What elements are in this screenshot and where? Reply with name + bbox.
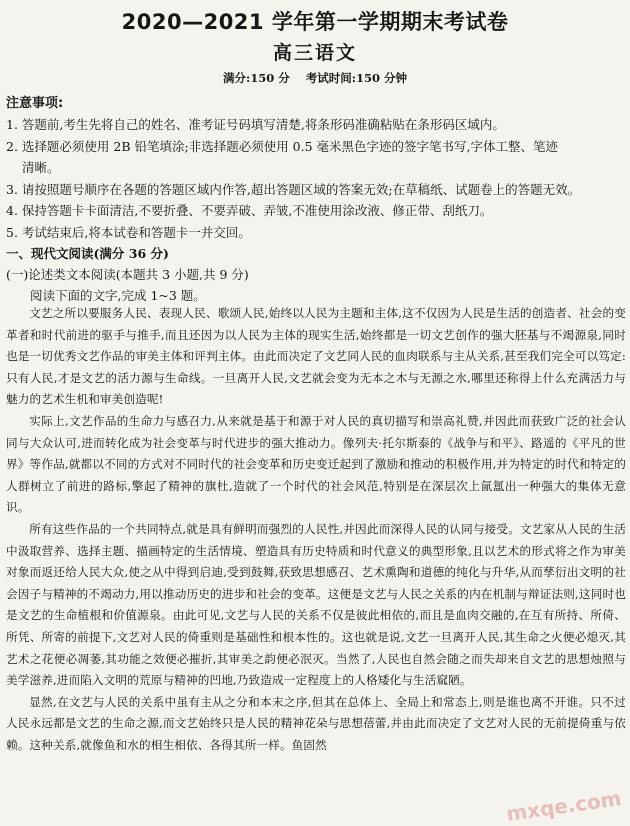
watermark: mxqe.com <box>505 786 624 826</box>
subsection-heading: (一)论述类文本阅读(本题共 3 小题,共 9 分) <box>6 267 249 282</box>
passage-paragraph: 显然,在文艺与人民的关系中虽有主从之分和本末之序,但其在总体上、全局上和常态上,则是谁也离不开谁。只不过人民永远都是文艺的生命之源,而文艺始终只是人民的精神花朵与思想蓓蕾,并由此而决定了文艺对人民的无前提倚重与依赖。这种关系,就像鱼和水的相生相依、各得其所一样。鱼固然 <box>6 694 626 752</box>
note-item-continuation: 清晰。 <box>22 160 60 175</box>
section-heading: 一、现代文阅读(满分 36 分) <box>6 246 169 261</box>
exam-time: 考试时间:150 分钟 <box>305 71 408 85</box>
note-item: 2. 选择题必须使用 2B 铅笔填涂;非选择题必须使用 0.5 毫米黑色字迹的签字笔书写,字体工整、笔迹 <box>6 138 558 154</box>
full-score: 满分:150 分 <box>222 71 290 85</box>
notes-heading: 注意事项: <box>6 96 64 111</box>
note-item: 5. 考试结束后,将本试卷和答题卡一并交回。 <box>6 224 251 240</box>
exam-subtitle: 高三语文 <box>272 42 357 64</box>
exam-meta <box>0 70 630 86</box>
passage-paragraph: 文艺之所以要服务人民、表现人民、歌颂人民,始终以人民为主题和主体,这不仅因为人民是生活的创造者、社会的变革者和时代前进的驱手与推手,而且还因为以人民为主体的现实生活,始终都是一切文艺创作的强大胚基与不竭源泉,同时也是一切优秀文艺作品的审美主体和评判主体。由此而决定了文艺同人民的血肉联系与主从关系,甚至我们完全可以笃定:只有人民,才是文艺的活力源与生命线。一旦离开人民,文艺就会变为无本之木与无源之水,哪里还称得上什么充满活力与魅力的艺术生机和审美创造呢! <box>6 306 626 407</box>
reading-instruction: 阅读下面的文字,完成 1~3 题。 <box>30 288 206 303</box>
notes-block <box>6 94 626 306</box>
note-item: 3. 请按照题号顺序在各题的答题区域内作答,超出答题区域的答案无效;在草稿纸、试题卷上的答题无效。 <box>6 181 581 197</box>
exam-title: 2020—2021 学年第一学期期末考试卷 <box>121 10 509 34</box>
passage-paragraph: 所有这些作品的一个共同特点,就是具有鲜明而强烈的人民性,并因此而深得人民的认同与接受。文艺家从人民的生活中汲取营养、选择主题、描画特定的生活情境、塑造具有历史特质和时代意义的典型形象,且以艺术的形式将之作为审美对象而返还给人民大众,使之从中得到启迪,受到鼓舞,获致思想感召、艺术熏陶和道德的纯化与升华,从而孳衍出文明的社会因子与精神的不竭动力,用以推动历史的进步和社会的变革。这便是文艺与人民之关系的内在机制与辩证法则,这同时也是文艺的生命植根和价值源泉。由此可见,文艺与人民的关系不仅是彼此相依的,而且是血肉交融的,在互有所持、所倚、所凭、所寄的前提下,文艺对人民的倚重则是基础性和根本性的。这也就是说,文艺一旦离开人民,其生命之火便必熄灭,其艺术之花便必凋萎,其功能之效便必摧折,其审美之韵便必泯灭。当然了,人民也自然会随之而失却来自文艺的思想烛照与美学滋养,进而陷入文明的荒原与精神的凹地,乃致造成一定程度上的人格矮化与生活窳陋。 <box>6 521 626 688</box>
note-item: 4. 保持答题卡卡面清洁,不要折叠、不要弄破、弄皱,不准使用涂改液、修正带、刮纸刀。 <box>6 203 493 218</box>
note-item: 1. 答题前,考生先将自己的姓名、准考证号码填写清楚,将条形码准确粘贴在条形码区域内。 <box>6 117 505 132</box>
reading-passage <box>6 303 626 756</box>
passage-paragraph: 实际上,文艺作品的生命力与感召力,从来就是基于和源于对人民的真切描写和崇高礼赞,并因此而获致广泛的社会认同与大众认可,进而转化成为社会变革与时代进步的强大推动力。像列夫·托尔斯泰的《战争与和平》、路遥的《平凡的世界》等作品,就都以不同的方式对不同时代的社会变革和历史变迁起到了激励和推动的积极作用,并为特定的时代和特定的人群树立了前进的路标,擎起了精神的旗杜,造就了一个时代的社会风范,特别是在深层次上氤氲出一种强大的集体无意识。 <box>6 413 626 515</box>
